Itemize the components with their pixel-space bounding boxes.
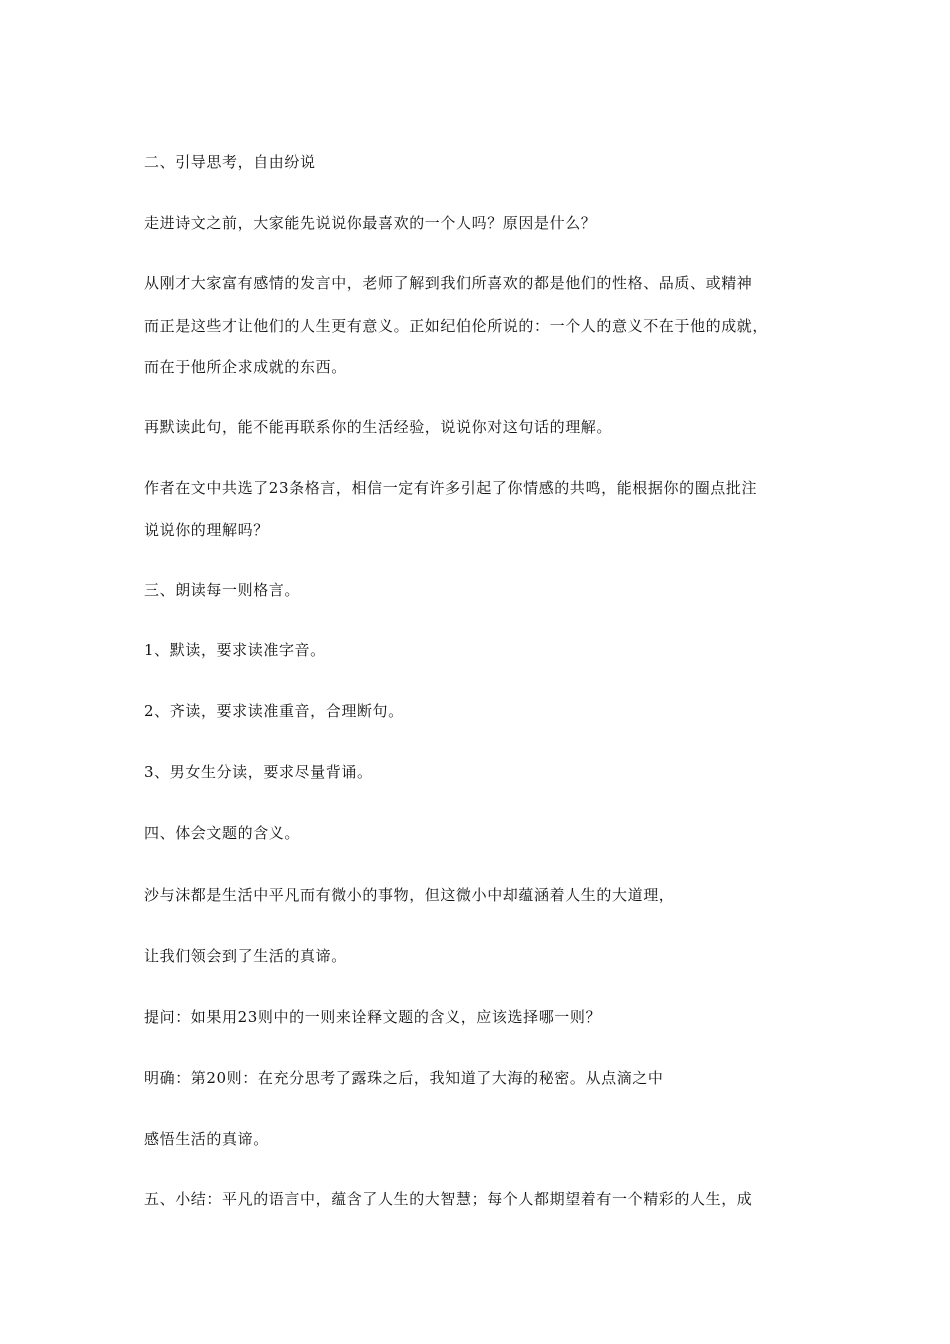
paragraph-line: 让我们领会到了生活的真谛。: [144, 947, 347, 965]
section-heading-4: 四、体会文题的含义。: [144, 824, 301, 842]
section-heading-2: 二、引导思考，自由纷说: [144, 153, 316, 171]
paragraph-line: 提问：如果用23则中的一则来诠释文题的含义，应该选择哪一则？: [144, 1008, 602, 1026]
list-item: 1、默读，要求读准字音。: [144, 641, 326, 659]
paragraph-line: 作者在文中共选了23条格言，相信一定有许多引起了你情感的共鸣，能根据你的圈点批注: [144, 479, 758, 497]
paragraph-line: 而正是这些才让他们的人生更有意义。正如纪伯伦所说的：一个人的意义不在于他的成就，: [144, 317, 769, 335]
paragraph-line: 说说你的理解吗？: [144, 521, 269, 539]
list-item: 3、男女生分读，要求尽量背诵。: [144, 763, 373, 781]
paragraph-line: 走进诗文之前，大家能先说说你最喜欢的一个人吗？原因是什么？: [144, 214, 597, 232]
paragraph-line: 而在于他所企求成就的东西。: [144, 358, 347, 376]
section-heading-5: 五、小结：平凡的语言中，蕴含了人生的大智慧；每个人都期望着有一个精彩的人生，成: [144, 1190, 753, 1208]
paragraph-line: 明确：第20则：在充分思考了露珠之后，我知道了大海的秘密。从点滴之中: [144, 1069, 664, 1087]
paragraph-line: 感悟生活的真谛。: [144, 1130, 269, 1148]
section-heading-3: 三、朗读每一则格言。: [144, 581, 301, 599]
list-item: 2、齐读，要求读准重音，合理断句。: [144, 702, 404, 720]
paragraph-line: 再默读此句，能不能再联系你的生活经验，说说你对这句话的理解。: [144, 418, 613, 436]
paragraph-line: 沙与沫都是生活中平凡而有微小的事物，但这微小中却蕴涵着人生的大道理，: [144, 886, 675, 904]
paragraph-line: 从刚才大家富有感情的发言中，老师了解到我们所喜欢的都是他们的性格、品质、或精神: [144, 274, 753, 292]
